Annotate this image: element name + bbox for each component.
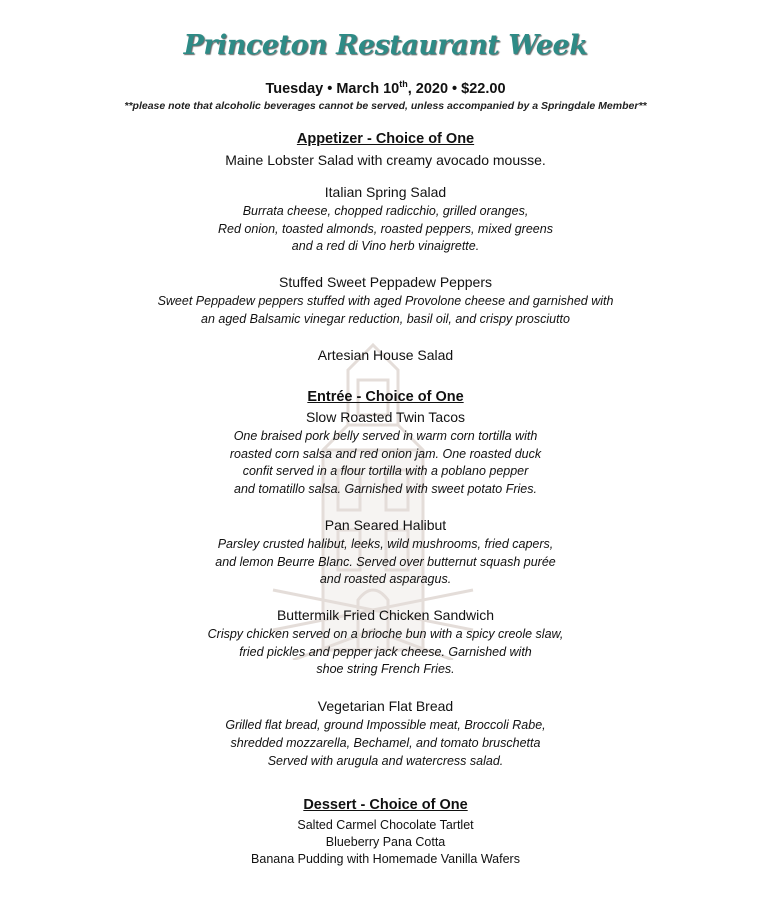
date-ordinal: th bbox=[399, 79, 408, 89]
entree-heading: Entrée - Choice of One bbox=[307, 389, 464, 405]
desc-line: and a red di Vino herb vinaigrette. bbox=[291, 239, 480, 253]
appetizer-item-2-desc bbox=[0, 203, 771, 256]
alcohol-note: **please note that alcoholic beverages cannot be served, unless accompanied by a Springdale Member** bbox=[124, 100, 647, 112]
desc-line: an aged Balsamic vinegar reduction, basil oil, and crispy prosciutto bbox=[201, 311, 570, 326]
page-title: Princeton Restaurant Week bbox=[183, 30, 588, 61]
appetizer-item-2: Italian Spring Salad bbox=[324, 184, 447, 200]
entree-item-4: Vegetarian Flat Bread bbox=[317, 698, 454, 714]
desc-line: Sweet Peppadew peppers stuffed with aged Provolone cheese and garnished with bbox=[157, 294, 614, 308]
desc-line: and tomatillo salsa. Garnished with sweet potato Fries. bbox=[234, 481, 537, 496]
date-prefix: Tuesday • March 10 bbox=[265, 80, 400, 97]
appetizer-heading: Appetizer - Choice of One bbox=[296, 131, 475, 147]
dessert-item-3: Banana Pudding with Homemade Vanilla Wafers bbox=[251, 852, 520, 866]
desc-line: Served with arugula and watercress salad. bbox=[267, 754, 504, 768]
entree-item-1-desc bbox=[0, 428, 771, 498]
entree-item-1: Slow Roasted Twin Tacos bbox=[305, 409, 465, 425]
desc-line: and lemon Beurre Blanc. Served over butternut squash purée bbox=[215, 554, 556, 569]
desc-line: Parsley crusted halibut, leeks, wild mushrooms, fried capers, bbox=[217, 537, 554, 551]
entree-item-3-desc bbox=[0, 626, 771, 679]
desc-line: shredded mozzarella, Bechamel, and tomato bruschetta bbox=[230, 736, 541, 750]
desc-line: and roasted asparagus. bbox=[319, 572, 452, 586]
desc-line: roasted corn salsa and red onion jam. One roasted duck bbox=[229, 446, 542, 461]
entree-item-4-desc bbox=[0, 716, 771, 770]
dessert-heading: Dessert - Choice of One bbox=[303, 797, 468, 813]
desc-line: fried pickles and pepper jack cheese. Garnished with bbox=[239, 644, 532, 659]
desc-line: confit served in a flour tortilla with a poblano pepper bbox=[242, 464, 529, 478]
appetizer-item-1: Maine Lobster Salad with creamy avocado mousse. bbox=[225, 152, 546, 168]
date-suffix: , 2020 • $22.00 bbox=[407, 80, 506, 97]
entree-item-2-desc bbox=[0, 536, 771, 589]
desc-line: Grilled flat bread, ground Impossible meat, Broccoli Rabe, bbox=[225, 718, 546, 732]
entree-item-2: Pan Seared Halibut bbox=[324, 517, 447, 533]
desc-line: Red onion, toasted almonds, roasted peppers, mixed greens bbox=[218, 221, 553, 236]
desc-line: Burrata cheese, chopped radicchio, grilled oranges, bbox=[242, 204, 529, 218]
date-price-line bbox=[0, 79, 771, 97]
desc-line: One braised pork belly served in warm corn tortilla with bbox=[233, 429, 538, 443]
entree-item-3: Buttermilk Fried Chicken Sandwich bbox=[276, 607, 495, 623]
appetizer-item-4: Artesian House Salad bbox=[317, 347, 454, 363]
appetizer-item-3-desc bbox=[0, 293, 771, 328]
desc-line: Crispy chicken served on a brioche bun with a spicy creole slaw, bbox=[207, 627, 564, 641]
dessert-item-1: Salted Carmel Chocolate Tartlet bbox=[297, 818, 474, 832]
desc-line: shoe string French Fries. bbox=[316, 662, 455, 676]
appetizer-item-3: Stuffed Sweet Peppadew Peppers bbox=[278, 274, 492, 290]
dessert-item-2: Blueberry Pana Cotta bbox=[325, 835, 446, 849]
